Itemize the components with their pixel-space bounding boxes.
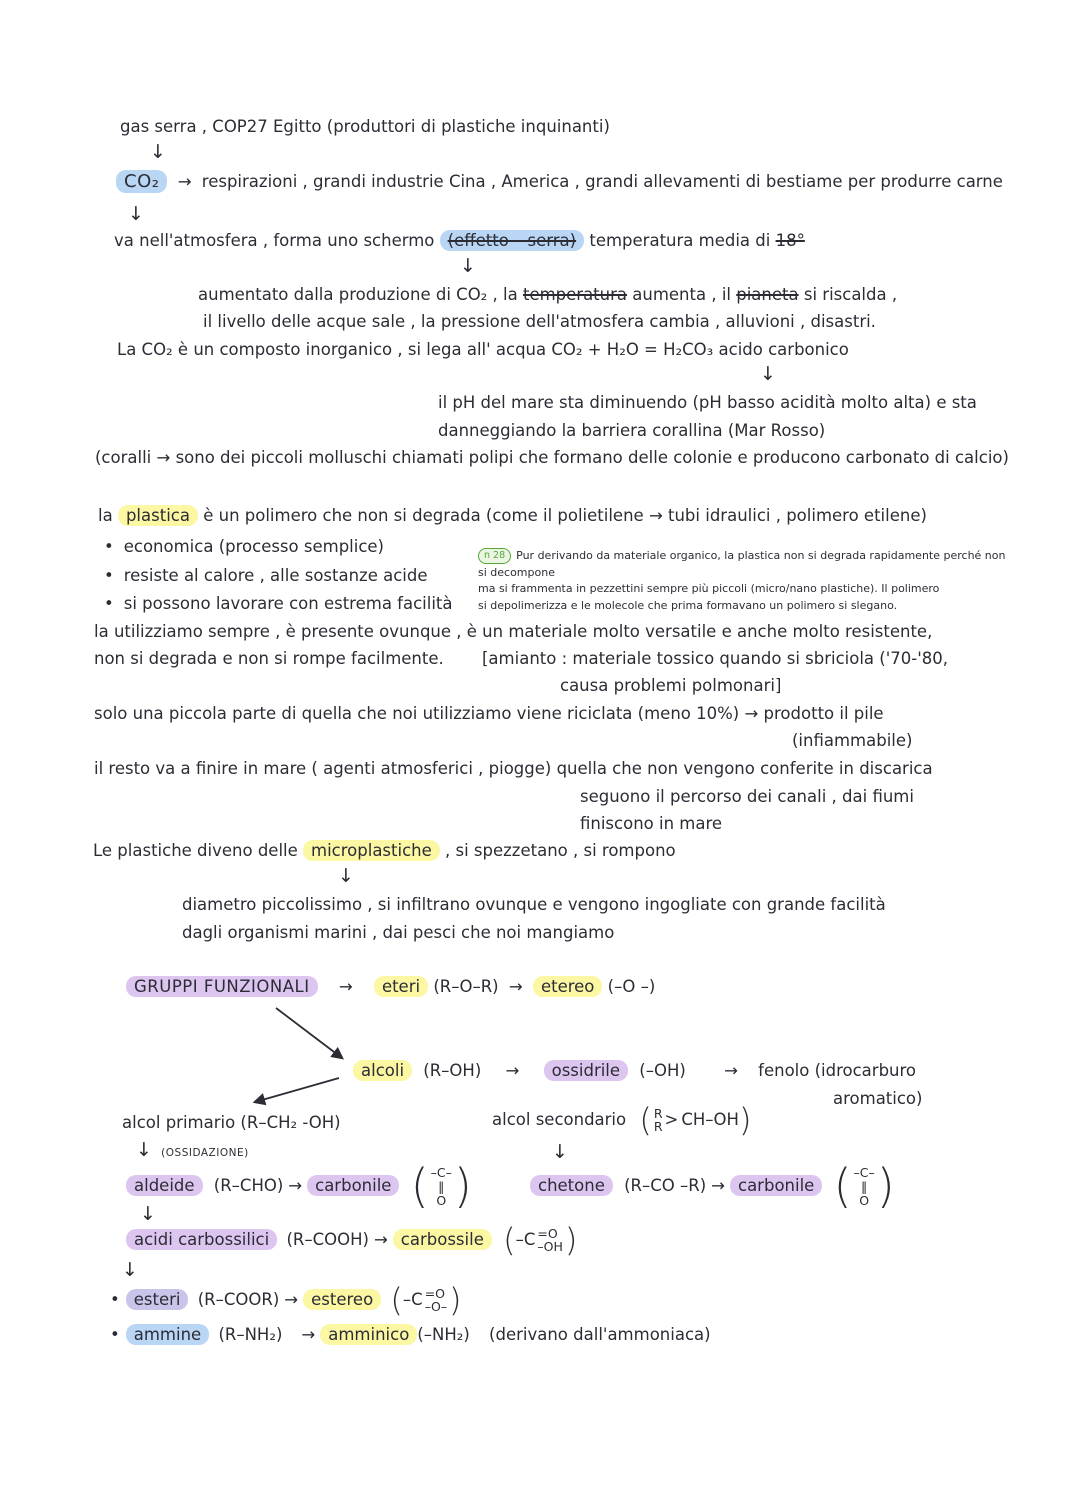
- temp-18-text: 18°: [775, 231, 805, 250]
- temperatura-struck: temperatura: [522, 285, 628, 304]
- ossidazione-row: [136, 1138, 249, 1163]
- ammine-row: [110, 1324, 711, 1345]
- diagonal-arrow-icon: [243, 1072, 348, 1114]
- right-arrow-icon: →: [373, 1229, 388, 1249]
- alcoli-label: alcoli: [353, 1060, 412, 1081]
- carbonile-top: –C–: [430, 1165, 452, 1181]
- livello-acque-line: il livello delle acque sale , la pressione dell'atmosfera cambia , alluvioni , disastri.: [203, 312, 876, 331]
- paren-close: ): [453, 1159, 472, 1213]
- estereo-carbon: –C: [402, 1289, 423, 1309]
- right-arrow-icon: →: [724, 1061, 738, 1080]
- acidi-formula: (R–COOH): [286, 1229, 369, 1249]
- plastica-post: è un polimero che non si degrada (come il polietilene → tubi idraulici , polimero etilene): [197, 506, 927, 525]
- percorso-canali-line: seguono il percorso dei canali , dai fiumi: [580, 787, 914, 806]
- chetone-row: [530, 1159, 895, 1213]
- amminico-label: amminico: [320, 1324, 417, 1345]
- right-arrow-icon: →: [288, 1176, 303, 1196]
- down-arrow-icon: ↓: [338, 865, 354, 887]
- etereo-formula: (–O –): [607, 977, 656, 996]
- ossidazione-label: (OSSIDAZIONE): [161, 1147, 249, 1159]
- microplastiche-pre: Le plastiche diveno delle: [93, 841, 304, 860]
- bullet-icon: •: [104, 594, 114, 613]
- carbossile-branches: [537, 1227, 563, 1255]
- eteri-label: eteri: [374, 976, 428, 997]
- alcol-secondario-r-stack: [654, 1107, 663, 1135]
- esteri-label: esteri: [126, 1289, 189, 1310]
- alcol-secondario-formula: CH–OH: [681, 1109, 739, 1129]
- carbonile-oxygen: O: [436, 1192, 447, 1208]
- effetto-serra-text: (effetto – serra): [447, 231, 577, 250]
- non-degrada-line: non si degrada e non si rompe facilmente.: [94, 649, 444, 668]
- pianeta-struck: pianeta: [736, 285, 799, 304]
- ossidrile-label: ossidrile: [544, 1060, 628, 1081]
- carbonile-formula-stack: [854, 1166, 875, 1207]
- carbonile-label: carbonile: [307, 1175, 399, 1196]
- lavorare-text: si possono lavorare con estrema facilità: [123, 594, 453, 613]
- aldeide-label: aldeide: [126, 1175, 203, 1196]
- diametro-line: diametro piccolissimo , si infiltrano ovunque e vengono ingogliate con grande facilità: [182, 895, 886, 914]
- carbossile-label: carbossile: [393, 1229, 492, 1250]
- coralli-line: (coralli → sono dei piccoli molluschi chiamati polipi che formano delle colonie e producono carbonato di calcio): [95, 448, 1009, 467]
- aumentato-line: [198, 284, 897, 305]
- estereo-double-o: =O: [424, 1285, 445, 1301]
- note-line-1: Pur derivando da materiale organico, la plastica non si degrada rapidamente perché non si decompone: [478, 549, 1006, 579]
- aumentato-end: si riscalda ,: [798, 285, 898, 304]
- right-arrow-icon: →: [508, 977, 523, 996]
- ph-mare-line: il pH del mare sta diminuendo (pH basso acidità molto alta) e sta: [438, 393, 977, 412]
- aumentato-pre: aumentato dalla produzione di CO₂ , la: [198, 285, 523, 304]
- paren-close: ): [876, 1159, 895, 1213]
- estereo-label: estereo: [303, 1289, 381, 1310]
- bullet-icon: •: [110, 1289, 120, 1309]
- note-line-3: si depolimerizza e le molecole che prima formavano un polimero si slegano.: [478, 598, 898, 612]
- r-top: R: [653, 1105, 663, 1121]
- double-bond: ‖: [861, 1178, 868, 1194]
- effetto-serra-highlight: [440, 230, 584, 251]
- amminico-formula: (–NH₂): [417, 1325, 470, 1344]
- estereo-branches: [425, 1287, 447, 1315]
- alcol-secondario-row: [492, 1101, 752, 1139]
- economica-text: economica (processo semplice): [123, 537, 384, 556]
- barriera-corallina-line: danneggiando la barriera corallina (Mar Rosso): [438, 421, 826, 440]
- note-line-2: ma si frammenta in pezzettini sempre più piccoli (micro/nano plastiche). Il polimero: [478, 582, 940, 595]
- right-arrow-icon: →: [505, 1061, 520, 1080]
- temperatura-media-text: temperatura media di: [584, 231, 776, 250]
- down-arrow-icon: ↓: [460, 255, 476, 277]
- paren-open: (: [503, 1221, 516, 1259]
- plastica-intro-line: [98, 505, 927, 526]
- down-arrow-icon: ↓: [140, 1203, 156, 1225]
- paren-open: (: [639, 1101, 652, 1139]
- amianto-line: [amianto : materiale tossico quando si sbriciola ('70-'80,: [482, 649, 948, 668]
- alcoli-formula: (R–OH): [423, 1061, 482, 1080]
- aldeide-row: [126, 1159, 472, 1213]
- carbonile-label: carbonile: [730, 1175, 822, 1196]
- acidi-carbossilici-label: acidi carbossilici: [126, 1229, 277, 1250]
- double-bond: ‖: [438, 1178, 445, 1194]
- down-arrow-icon: ↓: [552, 1141, 568, 1163]
- bullet-resiste: [104, 565, 428, 586]
- etereo-label: etereo: [533, 976, 602, 997]
- aumentato-mid: aumenta , il: [627, 285, 737, 304]
- carbossile-double-o: =O: [537, 1225, 558, 1241]
- chetone-label: chetone: [530, 1175, 613, 1196]
- resto-in-mare-line: il resto va a finire in mare ( agenti atmosferici , piogge) quella che non vengono conferite in discarica: [94, 759, 933, 778]
- resiste-text: resiste al calore , alle sostanze acide: [123, 566, 428, 585]
- plastica-highlight: plastica: [118, 505, 198, 526]
- fenolo-text: fenolo (idrocarburo: [758, 1061, 917, 1080]
- right-arrow-icon: →: [711, 1176, 725, 1196]
- microplastiche-post: , si spezzetano , si rompono: [439, 841, 676, 860]
- down-arrow-icon: ↓: [760, 363, 776, 385]
- right-arrow-icon: →: [338, 977, 353, 996]
- paren-close: ): [449, 1281, 462, 1319]
- alcoli-row: [353, 1060, 916, 1081]
- bullet-lavorare: [104, 593, 453, 614]
- down-arrow-icon: ↓: [122, 1259, 138, 1281]
- note-number-badge: n 28: [478, 548, 511, 564]
- ossidrile-formula: (–OH): [639, 1061, 686, 1080]
- plastica-pre: la: [98, 506, 118, 525]
- r-bottom: R: [653, 1119, 663, 1135]
- bullet-icon: •: [104, 537, 114, 556]
- right-arrow-icon: →: [284, 1289, 299, 1309]
- down-arrow-icon: ↓: [150, 141, 166, 163]
- right-arrow-icon: →: [301, 1325, 316, 1344]
- side-note-n28: [478, 548, 1008, 614]
- microplastiche-line: [93, 840, 676, 861]
- gruppi-funzionali-title: GRUPPI FUNZIONALI: [126, 976, 318, 997]
- ammine-note: (derivano dall'ammoniaca): [489, 1325, 711, 1344]
- carbossile-carbon: –C: [515, 1229, 536, 1249]
- infiammabile-line: (infiammabile): [792, 731, 913, 750]
- alcol-secondario-label: alcol secondario: [492, 1109, 627, 1129]
- gas-serra-line: gas serra , COP27 Egitto (produttori di plastiche inquinanti): [120, 117, 610, 136]
- atmosfera-text: va nell'atmosfera , forma uno schermo: [114, 231, 440, 250]
- carbonile-oxygen: O: [859, 1192, 870, 1208]
- carbonile-top: –C–: [853, 1165, 875, 1181]
- esteri-row: [110, 1281, 462, 1319]
- estereo-o-bridge: –O–: [424, 1299, 448, 1315]
- paren-open: (: [390, 1281, 403, 1319]
- right-arrow-icon: →: [177, 172, 192, 191]
- paren-close: ): [564, 1221, 578, 1259]
- alcol-primario-line: alcol primario (R–CH₂ -OH): [122, 1113, 341, 1132]
- bullet-economica: [104, 536, 384, 557]
- organismi-marini-line: dagli organismi marini , dai pesci che noi mangiamo: [182, 923, 615, 942]
- esteri-formula: (R–COOR): [197, 1289, 280, 1309]
- ammine-label: ammine: [126, 1324, 209, 1345]
- paren-close: ): [738, 1101, 752, 1139]
- down-arrow-icon: ↓: [136, 1139, 152, 1161]
- atmosfera-line: [114, 230, 805, 251]
- diagonal-arrow-icon: [266, 1002, 356, 1068]
- paren-open: (: [833, 1159, 852, 1213]
- acidi-carbossilici-row: [126, 1221, 578, 1259]
- finiscono-in-mare-line: finiscono in mare: [580, 814, 723, 833]
- chetone-formula: (R–CO –R): [624, 1176, 707, 1196]
- fenolo-aromatico-line: aromatico): [833, 1089, 923, 1108]
- co2-label: CO₂: [116, 170, 167, 193]
- bullet-icon: •: [110, 1325, 120, 1344]
- carbonile-formula-stack: [431, 1166, 452, 1207]
- co2-row: [116, 170, 1003, 193]
- co2-composto-line: La CO₂ è un composto inorganico , si lega all' acqua CO₂ + H₂O = H₂CO₃ acido carbonico: [117, 340, 849, 359]
- aldeide-formula: (R–CHO): [213, 1176, 284, 1196]
- ammine-formula: (R–NH₂): [218, 1325, 283, 1344]
- co2-desc: respirazioni , grandi industrie Cina , America , grandi allevamenti di bestiame per produrre carne: [201, 172, 1003, 191]
- carbossile-oh: –OH: [537, 1239, 563, 1255]
- bullet-icon: •: [104, 566, 114, 585]
- gruppi-title-row: [126, 976, 655, 997]
- utilizziamo-line: la utilizziamo sempre , è presente ovunque , è un materiale molto versatile e anche molto resistente,: [94, 622, 933, 641]
- down-arrow-icon: ↓: [128, 203, 144, 225]
- branch-gt: >: [664, 1109, 679, 1129]
- paren-open: (: [410, 1159, 429, 1213]
- microplastiche-highlight: microplastiche: [303, 840, 440, 861]
- riciclata-line: solo una piccola parte di quella che noi utilizziamo viene riciclata (meno 10%) → prodotto il pile: [94, 704, 884, 723]
- problemi-polmonari-line: causa problemi polmonari]: [560, 676, 782, 695]
- eteri-formula: (R–O–R): [433, 977, 499, 996]
